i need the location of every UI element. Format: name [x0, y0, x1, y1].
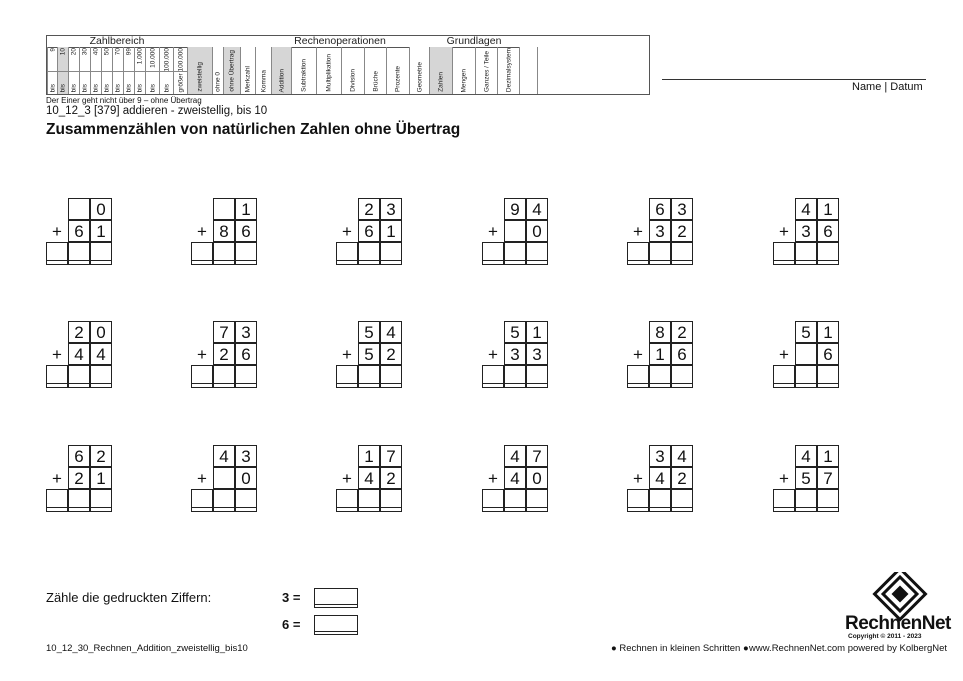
digit-cell: 5 — [358, 321, 380, 343]
category-range-prefix: bis — [125, 83, 133, 92]
answer-cell[interactable] — [358, 242, 380, 265]
empty-cell — [482, 198, 504, 220]
category-label: Dezimalsystem — [505, 47, 512, 92]
digit-cell: 2 — [90, 445, 112, 467]
empty-cell — [482, 321, 504, 343]
addition-problem — [336, 198, 408, 270]
digit-cell: 1 — [817, 198, 839, 220]
answer-cell[interactable] — [336, 365, 358, 388]
answer-cell[interactable] — [235, 242, 257, 265]
addition-problem — [336, 445, 408, 517]
addition-problem — [482, 198, 554, 270]
category-column — [187, 47, 212, 94]
category-column — [255, 47, 271, 94]
addition-problem — [191, 445, 263, 517]
worksheet-code: 10_12_3 [379] addieren - zweistellig, bis 10 — [46, 105, 268, 117]
category-range-value: 9 — [49, 48, 56, 52]
digit-cell: 4 — [649, 467, 671, 489]
addition-problem — [627, 198, 699, 270]
answer-cell[interactable] — [336, 489, 358, 512]
digit-cell: 4 — [213, 445, 235, 467]
addition-problem — [336, 321, 408, 393]
category-column — [364, 47, 386, 94]
plus-sign: + — [779, 222, 789, 241]
digit-cell: 6 — [817, 220, 839, 242]
answer-cell[interactable] — [795, 242, 817, 265]
digit-cell: 1 — [817, 321, 839, 343]
digit-cell: 3 — [526, 343, 548, 365]
category-column — [47, 47, 57, 94]
digit-cell: 6 — [235, 220, 257, 242]
category-label: ohne 0 — [214, 72, 222, 92]
answer-cell[interactable] — [191, 242, 213, 265]
digit-cell: 6 — [671, 343, 693, 365]
answer-cell[interactable] — [235, 489, 257, 512]
category-range-prefix: bis — [114, 83, 122, 92]
category-range-prefix: bis — [163, 83, 170, 92]
digit-cell: 6 — [358, 220, 380, 242]
category-range-prefix: bis — [81, 83, 89, 92]
empty-cell — [46, 198, 68, 220]
category-range-prefix: bis — [92, 83, 100, 92]
digit-cell — [68, 198, 90, 220]
answer-cell[interactable] — [773, 489, 795, 512]
name-line — [662, 79, 926, 80]
digit-cell: 4 — [795, 445, 817, 467]
addition-problem — [46, 445, 118, 517]
category-column — [123, 47, 134, 94]
digit-cell: 7 — [380, 445, 402, 467]
answer-cell[interactable] — [235, 365, 257, 388]
addition-problem — [627, 321, 699, 393]
digit-cell: 2 — [358, 198, 380, 220]
answer-cell[interactable] — [90, 489, 112, 512]
digit-cell: 6 — [68, 445, 90, 467]
answer-cell[interactable] — [46, 489, 68, 512]
digit-cell: 3 — [795, 220, 817, 242]
answer-cell[interactable] — [46, 242, 68, 265]
answer-cell[interactable] — [90, 365, 112, 388]
count-answer-box[interactable] — [314, 588, 358, 608]
digit-cell: 0 — [90, 198, 112, 220]
digit-cell — [213, 467, 235, 489]
digit-cell: 5 — [795, 467, 817, 489]
category-range-value: 50 — [103, 48, 111, 56]
answer-cell[interactable] — [627, 489, 649, 512]
answer-cell[interactable] — [649, 242, 671, 265]
category-column — [90, 47, 101, 94]
addition-problem — [773, 198, 845, 270]
digit-cell: 5 — [795, 321, 817, 343]
addition-problem — [773, 321, 845, 393]
answer-cell[interactable] — [817, 489, 839, 512]
plus-sign: + — [488, 345, 498, 364]
answer-cell[interactable] — [213, 242, 235, 265]
plus-sign: + — [633, 345, 643, 364]
category-range-value: 100.000 — [163, 48, 170, 72]
digit-cell: 1 — [817, 445, 839, 467]
answer-cell[interactable] — [795, 489, 817, 512]
digit-cell: 3 — [235, 445, 257, 467]
category-label: Division — [349, 69, 357, 92]
digit-cell: 4 — [504, 445, 526, 467]
empty-cell — [773, 445, 795, 467]
digit-cell: 1 — [235, 198, 257, 220]
answer-cell[interactable] — [213, 489, 235, 512]
digit-cell: 4 — [504, 467, 526, 489]
category-column — [173, 47, 187, 94]
digit-cell: 3 — [504, 343, 526, 365]
category-label: Addition — [278, 68, 285, 92]
answer-cell[interactable] — [526, 489, 548, 512]
digit-cell: 3 — [235, 321, 257, 343]
category-column — [57, 47, 68, 94]
category-label: zweistellig — [196, 62, 204, 92]
category-label: Ganzes / Teile — [483, 50, 490, 92]
count-row-label: 6 = — [282, 617, 301, 632]
digit-cell: 2 — [380, 467, 402, 489]
answer-cell[interactable] — [213, 365, 235, 388]
category-range-prefix: bis — [59, 83, 67, 92]
digit-cell: 6 — [68, 220, 90, 242]
empty-cell — [627, 445, 649, 467]
plus-sign: + — [52, 469, 62, 488]
category-column — [101, 47, 112, 94]
empty-cell — [46, 321, 68, 343]
count-row-label: 3 = — [282, 590, 301, 605]
footer-website-link[interactable]: www.RechnenNet.com powered by KolbergNet — [749, 643, 948, 654]
digit-cell: 7 — [526, 445, 548, 467]
category-column — [386, 47, 409, 94]
category-column — [341, 47, 364, 94]
digit-cell: 3 — [671, 198, 693, 220]
plus-sign: + — [197, 222, 207, 241]
empty-cell — [336, 321, 358, 343]
category-range-prefix: bis — [136, 83, 144, 92]
category-range-value: 30 — [81, 48, 89, 56]
count-label: Zähle die gedruckten Ziffern: — [46, 590, 212, 605]
digit-cell: 0 — [526, 467, 548, 489]
answer-cell[interactable] — [46, 365, 68, 388]
empty-cell — [773, 198, 795, 220]
category-range-value: 40 — [92, 48, 100, 56]
answer-cell[interactable] — [380, 242, 402, 265]
category-range-prefix: bis — [49, 83, 56, 92]
answer-cell[interactable] — [358, 489, 380, 512]
category-label: Zahlen — [437, 72, 445, 92]
digit-cell: 1 — [380, 220, 402, 242]
category-column — [291, 47, 316, 94]
digit-cell: 3 — [649, 445, 671, 467]
empty-cell — [336, 445, 358, 467]
addition-problem — [773, 445, 845, 517]
category-column — [316, 47, 341, 94]
empty-cell — [191, 445, 213, 467]
addition-problem — [46, 321, 118, 393]
category-column — [429, 47, 452, 94]
digit-cell: 2 — [213, 343, 235, 365]
category-column — [112, 47, 123, 94]
category-label: Geometrie — [416, 61, 423, 92]
plus-sign: + — [779, 469, 789, 488]
answer-cell[interactable] — [671, 242, 693, 265]
digit-cell: 4 — [358, 467, 380, 489]
digit-cell: 1 — [90, 467, 112, 489]
category-label: Brüche — [372, 71, 379, 92]
digit-cell: 8 — [649, 321, 671, 343]
digit-cell: 3 — [380, 198, 402, 220]
logo-wordmark: RechnenNet — [845, 613, 951, 634]
category-range-prefix: bis — [149, 83, 156, 92]
answer-cell[interactable] — [336, 242, 358, 265]
answer-cell[interactable] — [773, 242, 795, 265]
category-range-value: 10.000 — [149, 48, 156, 68]
category-column — [134, 47, 145, 94]
digit-cell: 2 — [68, 467, 90, 489]
answer-cell[interactable] — [380, 365, 402, 388]
digit-cell: 0 — [90, 321, 112, 343]
digit-cell — [213, 198, 235, 220]
category-table — [46, 35, 650, 95]
category-range-value: 70 — [114, 48, 122, 56]
digit-cell: 6 — [817, 343, 839, 365]
plus-sign: + — [633, 469, 643, 488]
category-column — [68, 47, 79, 94]
answer-cell[interactable] — [68, 489, 90, 512]
answer-cell[interactable] — [68, 365, 90, 388]
answer-cell[interactable] — [526, 365, 548, 388]
digit-cell: 2 — [671, 220, 693, 242]
category-range-value: 20 — [70, 48, 78, 56]
digit-cell: 9 — [504, 198, 526, 220]
category-column — [452, 47, 475, 94]
category-range-value: 1.000 — [136, 48, 144, 65]
digit-cell: 1 — [526, 321, 548, 343]
category-column — [409, 47, 429, 94]
digit-cell: 1 — [90, 220, 112, 242]
digit-cell: 8 — [213, 220, 235, 242]
empty-cell — [191, 321, 213, 343]
digit-cell: 4 — [380, 321, 402, 343]
category-column — [475, 47, 497, 94]
digit-cell: 1 — [649, 343, 671, 365]
empty-cell — [46, 445, 68, 467]
category-column — [497, 47, 519, 94]
worksheet-note: Der Einer geht nicht über 9 – ohne Übertrag — [46, 96, 202, 105]
answer-cell[interactable] — [191, 489, 213, 512]
addition-problem — [482, 321, 554, 393]
copyright-text: Copyright © 2011 - 2023 — [848, 633, 922, 640]
digit-cell: 0 — [235, 467, 257, 489]
category-range-prefix: bis — [103, 83, 111, 92]
digit-cell: 4 — [795, 198, 817, 220]
plus-sign: + — [197, 469, 207, 488]
answer-cell[interactable] — [671, 489, 693, 512]
category-label: Prozente — [394, 65, 402, 92]
plus-sign: + — [488, 222, 498, 241]
category-column — [271, 47, 291, 94]
answer-cell[interactable] — [526, 242, 548, 265]
category-column — [159, 47, 173, 94]
digit-cell: 2 — [671, 467, 693, 489]
answer-cell[interactable] — [90, 242, 112, 265]
answer-cell[interactable] — [482, 242, 504, 265]
digit-cell: 4 — [671, 445, 693, 467]
category-group-heading: Grundlagen — [429, 36, 519, 48]
category-column-empty — [537, 47, 555, 94]
category-column — [212, 47, 223, 94]
digit-cell — [504, 220, 526, 242]
footer-filename: 10_12_30_Rechnen_Addition_zweistellig_bis10 — [46, 643, 248, 654]
category-label: Merkzahl — [244, 65, 252, 92]
answer-cell[interactable] — [649, 489, 671, 512]
category-label: Multiplikation — [325, 54, 333, 92]
category-column — [223, 47, 240, 94]
answer-cell[interactable] — [358, 365, 380, 388]
answer-cell[interactable] — [482, 489, 504, 512]
plus-sign: + — [342, 469, 352, 488]
digit-cell: 3 — [649, 220, 671, 242]
digit-cell: 2 — [68, 321, 90, 343]
digit-cell: 5 — [504, 321, 526, 343]
empty-cell — [191, 198, 213, 220]
category-group-heading: Zahlbereich — [47, 36, 187, 48]
digit-cell: 4 — [90, 343, 112, 365]
answer-cell[interactable] — [795, 365, 817, 388]
addition-problem — [627, 445, 699, 517]
answer-cell[interactable] — [817, 242, 839, 265]
category-range-value: 99 — [125, 48, 133, 56]
category-group-heading: Rechenoperationen — [271, 36, 409, 48]
digit-cell: 7 — [817, 467, 839, 489]
plus-sign: + — [633, 222, 643, 241]
digit-cell: 6 — [235, 343, 257, 365]
digit-cell: 7 — [213, 321, 235, 343]
category-column — [145, 47, 159, 94]
addition-problem — [482, 445, 554, 517]
empty-cell — [336, 198, 358, 220]
category-label: ohne Übertrag — [228, 50, 236, 92]
answer-cell[interactable] — [68, 242, 90, 265]
answer-cell[interactable] — [817, 365, 839, 388]
digit-cell: 4 — [68, 343, 90, 365]
digit-cell: 1 — [358, 445, 380, 467]
plus-sign: + — [52, 345, 62, 364]
category-range-prefix: größer 100.000 — [177, 47, 184, 92]
category-range-prefix: bis — [70, 83, 78, 92]
addition-problem — [46, 198, 118, 270]
footer-slogan: ● Rechnen in kleinen Schritten ● — [611, 643, 749, 654]
digit-cell: 4 — [526, 198, 548, 220]
plus-sign: + — [197, 345, 207, 364]
digit-cell: 0 — [526, 220, 548, 242]
answer-cell[interactable] — [671, 365, 693, 388]
category-label: Mengen — [460, 68, 468, 92]
empty-cell — [627, 198, 649, 220]
empty-cell — [627, 321, 649, 343]
digit-cell: 5 — [358, 343, 380, 365]
digit-cell: 6 — [649, 198, 671, 220]
category-column — [240, 47, 255, 94]
answer-cell[interactable] — [504, 489, 526, 512]
answer-cell[interactable] — [482, 365, 504, 388]
category-label: Subtraktion — [300, 59, 308, 92]
answer-cell[interactable] — [649, 365, 671, 388]
empty-cell — [482, 445, 504, 467]
addition-problem — [191, 321, 263, 393]
digit-cell: 2 — [671, 321, 693, 343]
count-answer-box[interactable] — [314, 615, 358, 635]
plus-sign: + — [342, 345, 352, 364]
category-label: Komma — [260, 69, 267, 92]
plus-sign: + — [52, 222, 62, 241]
category-range-value: 10 — [59, 48, 67, 56]
answer-cell[interactable] — [191, 365, 213, 388]
plus-sign: + — [488, 469, 498, 488]
name-date-label: Name | Datum — [852, 81, 923, 93]
answer-cell[interactable] — [504, 365, 526, 388]
addition-problem — [191, 198, 263, 270]
digit-cell: 2 — [380, 343, 402, 365]
category-column-empty — [519, 47, 537, 94]
answer-cell[interactable] — [627, 365, 649, 388]
plus-sign: + — [779, 345, 789, 364]
answer-cell[interactable] — [773, 365, 795, 388]
digit-cell — [795, 343, 817, 365]
answer-cell[interactable] — [380, 489, 402, 512]
plus-sign: + — [342, 222, 352, 241]
category-column — [79, 47, 90, 94]
empty-cell — [773, 321, 795, 343]
answer-cell[interactable] — [504, 242, 526, 265]
page-title: Zusammenzählen von natürlichen Zahlen ohne Übertrag — [46, 121, 461, 138]
answer-cell[interactable] — [627, 242, 649, 265]
